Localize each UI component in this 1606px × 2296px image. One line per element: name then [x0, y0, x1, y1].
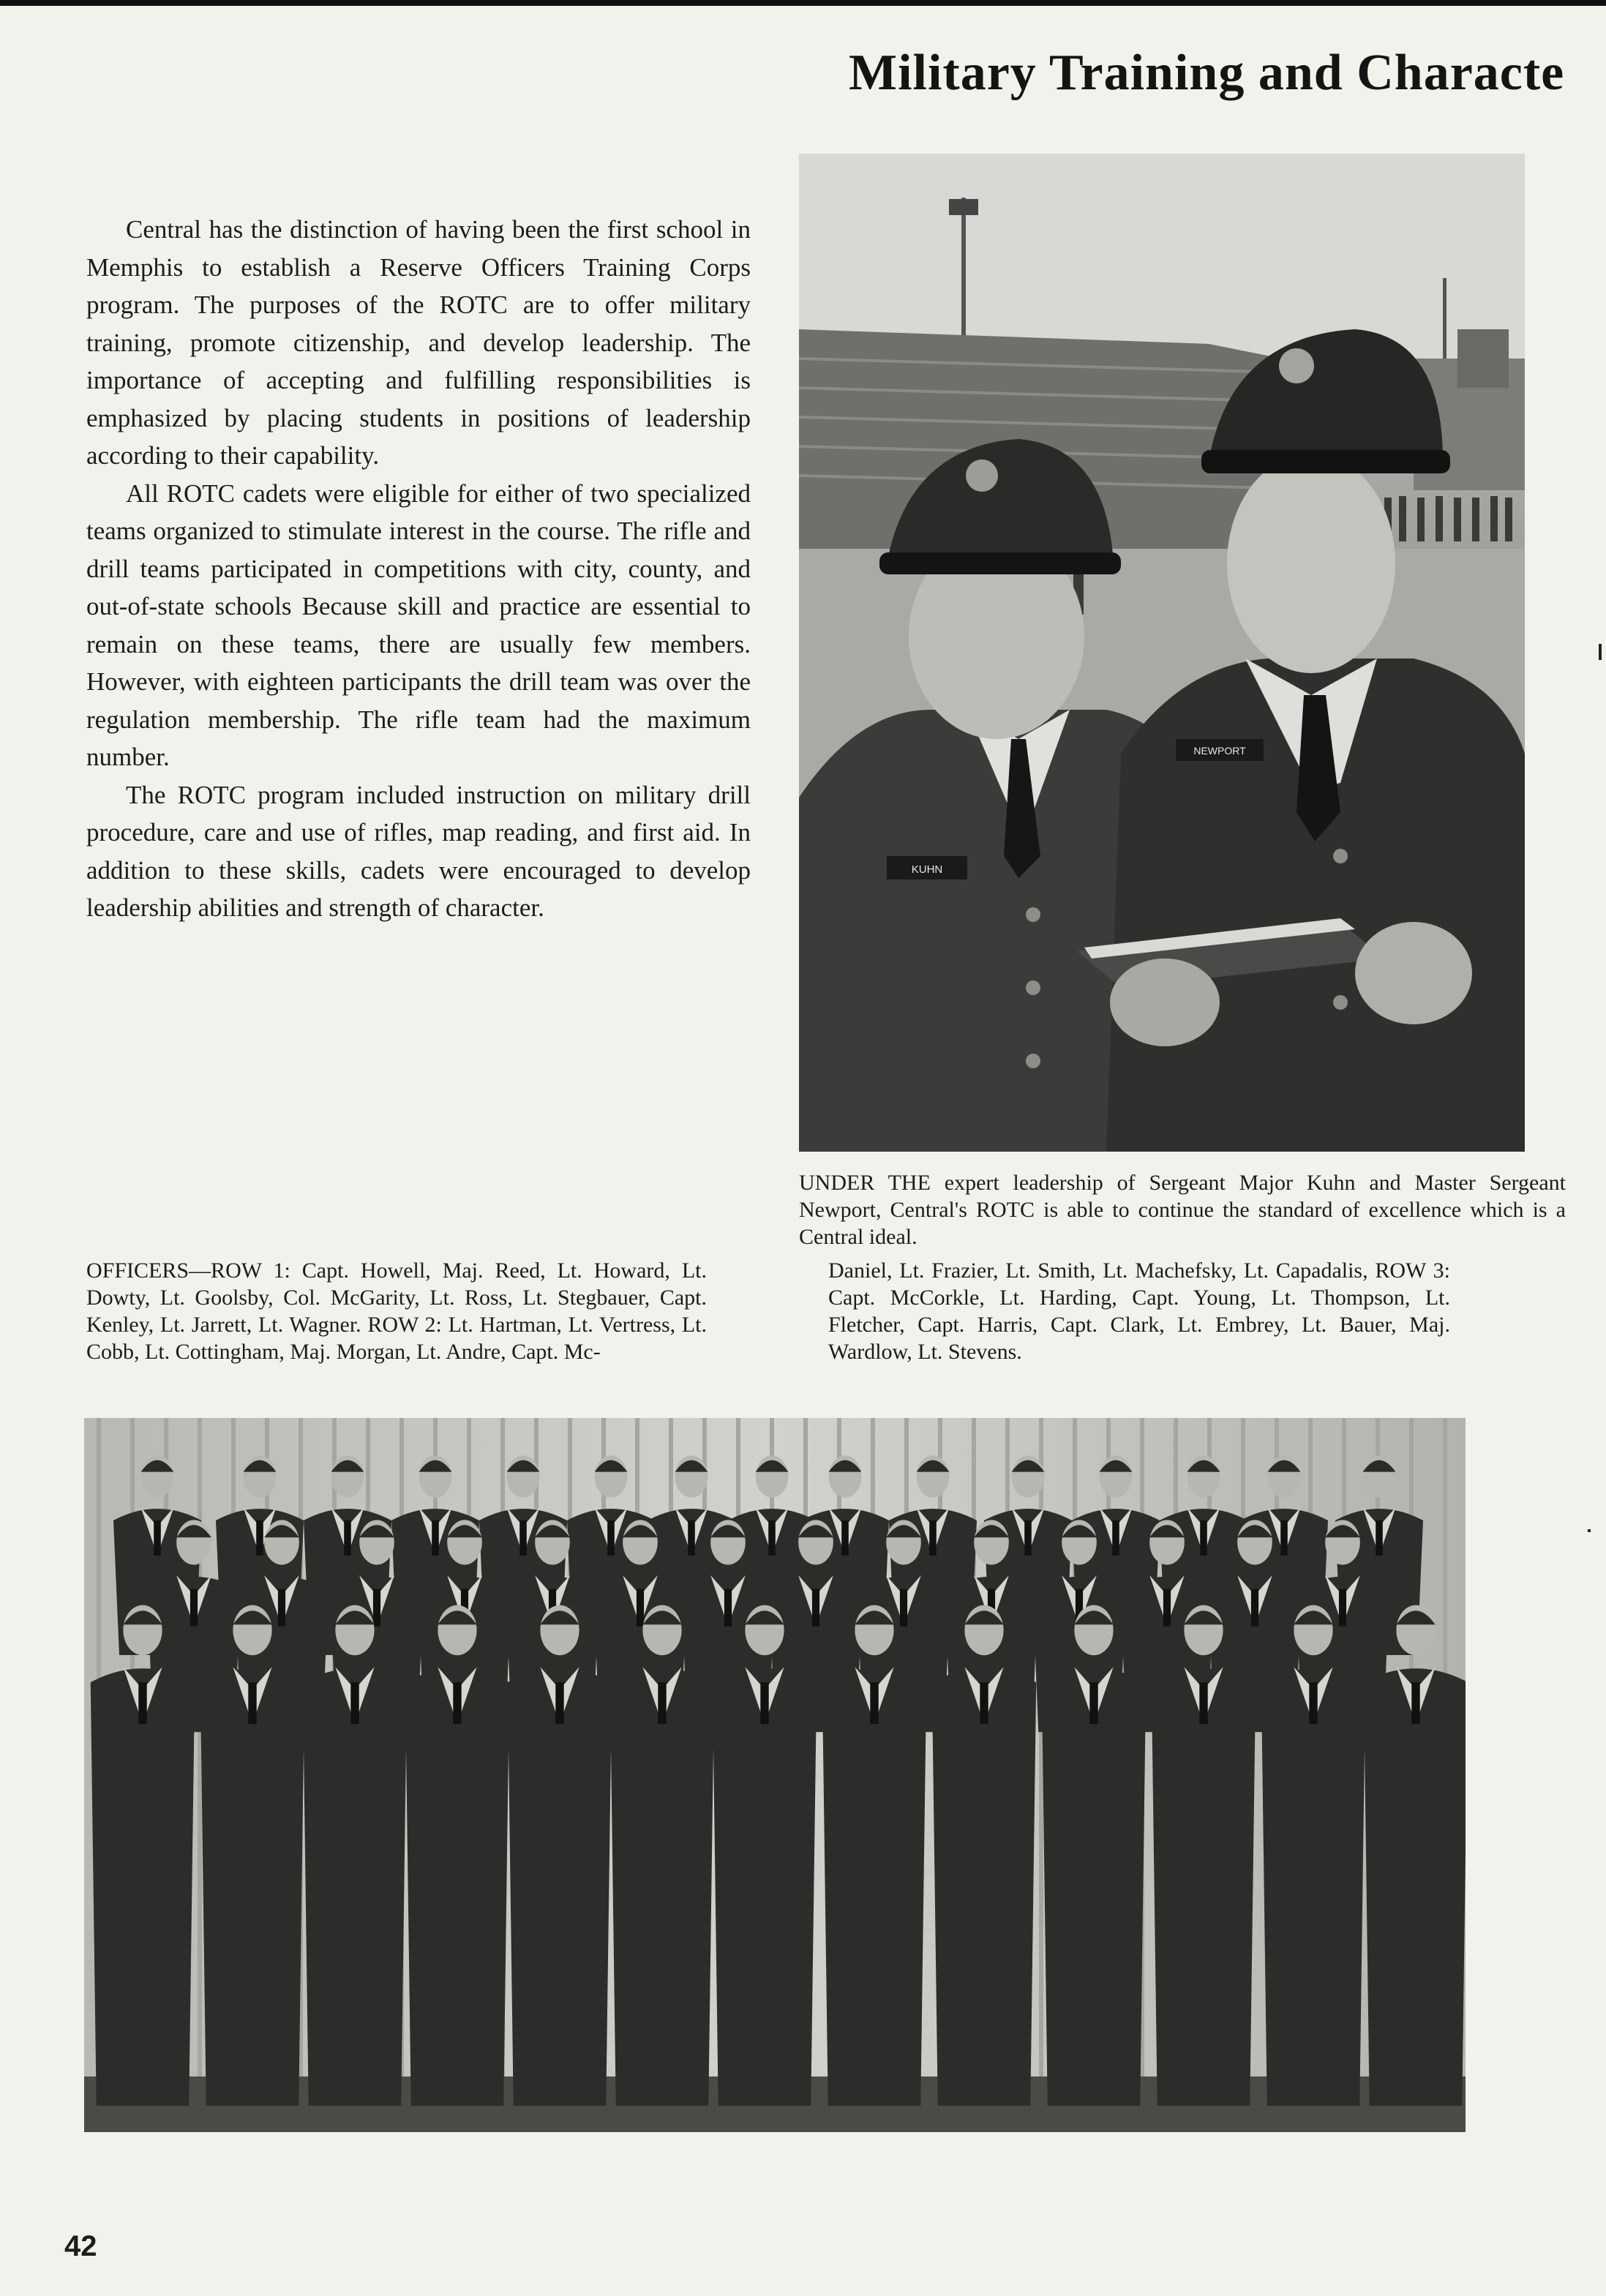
- article-paragraph: The ROTC program included instruction on military drill procedure, care and use of rifles, map reading, and first aid. In addition to these skills, cadets were encouraged to develop leadership abilities and strength of character.: [86, 780, 751, 922]
- article-body: [86, 211, 751, 927]
- name-tag-newport: NEWPORT: [1193, 745, 1246, 757]
- cadet-figure: [932, 1605, 1037, 2106]
- cadet-figure: [405, 1605, 510, 2106]
- cadet-figure: [91, 1605, 195, 2106]
- cadet-figure: [303, 1605, 408, 2106]
- officers-caption-part2: Daniel, Lt. Frazier, Lt. Smith, Lt. Machefsky, Lt. Capadalis, ROW 3: Capt. McCorkle, Lt. Harding, Capt. Young, Lt. Thompson, Lt. Fletcher, Capt. Harris, Capt. Clark, Lt. Embrey, Lt. Bauer, Maj. Wardlow, Lt. Stevens.: [828, 1258, 1450, 1364]
- name-tag-kuhn: KUHN: [911, 863, 943, 876]
- cadet-figure: [610, 1605, 715, 2106]
- cadet-figure: [713, 1605, 817, 2106]
- cadet-figure: [508, 1605, 612, 2106]
- cadet-figure: [822, 1605, 927, 2106]
- article-paragraph: Central has the distinction of having been the first school in Memphis to establish a Reserve Officers Training Corps program. The purposes of the ROTC are to offer military training, promote citizenship, and develop leadership. The importance of accepting and fulfilling responsibilities is emphasized by placing students in positions of leadership according to their capability.: [86, 215, 751, 470]
- cadet-figure: [1042, 1605, 1147, 2106]
- cadet-figure: [1261, 1605, 1366, 2106]
- officers-group-photo: [84, 1418, 1466, 2132]
- page-title: Military Training and Characte: [849, 45, 1565, 101]
- article-paragraph: All ROTC cadets were eligible for either of two specialized teams organized to stimulate interest in the course. The rifle and drill teams participated in competitions with city, county, and out-of-state schools Because skill and practice are essential to remain on these teams, there are usually few members. However, with eighteen participants the drill team was over the regulation membership. The rifle team had the maximum number.: [86, 479, 751, 771]
- cadet-figure: [1364, 1605, 1466, 2106]
- top-border-rule: [0, 0, 1606, 6]
- cadet-figure: [1152, 1605, 1256, 2106]
- sergeants-photo-caption: UNDER THE expert leadership of Sergeant Major Kuhn and Master Sergeant Newport, Central's ROTC is able to continue the standard of excellence which is a Central ideal.: [799, 1171, 1566, 1249]
- officers-caption-part1: OFFICERS—ROW 1: Capt. Howell, Maj. Reed, Lt. Howard, Lt. Dowty, Lt. Goolsby, Col. McGarity, Lt. Ross, Lt. Stegbauer, Capt. Kenley, Lt. Jarrett, Lt. Wagner. ROW 2: Lt. Hartman, Lt. Vertress, Lt. Cobb, Lt. Cottingham, Maj. Morgan, Lt. Andre, Capt. Mc-: [86, 1258, 707, 1364]
- cadet-figure: [200, 1605, 305, 2106]
- page-number: 42: [64, 2230, 97, 2262]
- page-edge-mark: [1588, 1529, 1591, 1532]
- sergeants-photo: [799, 154, 1525, 1152]
- page-edge-mark: [1599, 644, 1602, 660]
